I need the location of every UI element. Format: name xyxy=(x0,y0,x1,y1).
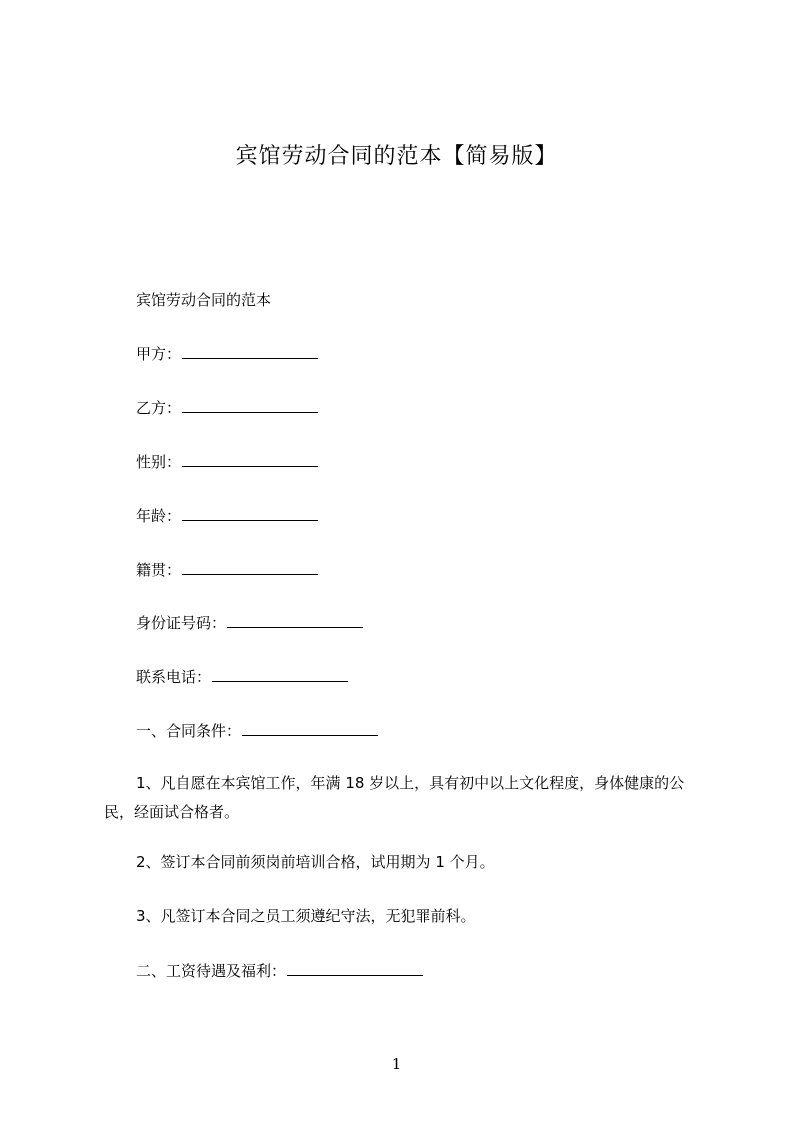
field-origin xyxy=(136,559,318,581)
section1-heading xyxy=(136,720,378,742)
field-origin-label: 籍贯： xyxy=(136,561,182,579)
section2-heading-blank xyxy=(287,961,423,976)
field-phone xyxy=(136,666,348,688)
section2-heading xyxy=(136,960,423,982)
field-party-a xyxy=(136,343,318,365)
field-age-blank xyxy=(182,506,318,521)
document-subtitle: 宾馆劳动合同的范本 xyxy=(136,291,272,309)
page-number: 1 xyxy=(391,1055,402,1073)
field-party-a-blank xyxy=(182,344,318,359)
field-id-number-blank xyxy=(227,613,363,628)
section1-item-1: 1、凡自愿在本宾馆工作，年满 18 岁以上，具有初中以上文化程度，身体健康的公民，经面试合格者。 xyxy=(104,774,685,821)
section1-item-2: 2、签订本合同前须岗前培训合格，试用期为 1 个月。 xyxy=(136,853,495,871)
field-party-b xyxy=(136,397,318,419)
field-age-label: 年龄： xyxy=(136,507,182,525)
field-party-b-label: 乙方： xyxy=(136,399,182,417)
field-party-a-label: 甲方： xyxy=(136,345,182,363)
field-gender-blank xyxy=(182,452,318,467)
field-id-number-label: 身份证号码： xyxy=(136,614,227,632)
section1-heading-label: 一、合同条件： xyxy=(136,722,242,740)
section1-heading-blank xyxy=(242,721,378,736)
field-gender-label: 性别： xyxy=(136,453,182,471)
section2-heading-label: 二、工资待遇及福利： xyxy=(136,962,287,980)
field-phone-blank xyxy=(212,667,348,682)
document-title: 宾馆劳动合同的范本【简易版】 xyxy=(235,144,558,169)
field-id-number xyxy=(136,612,363,634)
field-party-b-blank xyxy=(182,398,318,413)
field-phone-label: 联系电话： xyxy=(136,668,212,686)
section1-item-3: 3、凡签订本合同之员工须遵纪守法，无犯罪前科。 xyxy=(136,907,476,925)
field-gender xyxy=(136,451,318,473)
field-origin-blank xyxy=(182,560,318,575)
field-age xyxy=(136,505,318,527)
